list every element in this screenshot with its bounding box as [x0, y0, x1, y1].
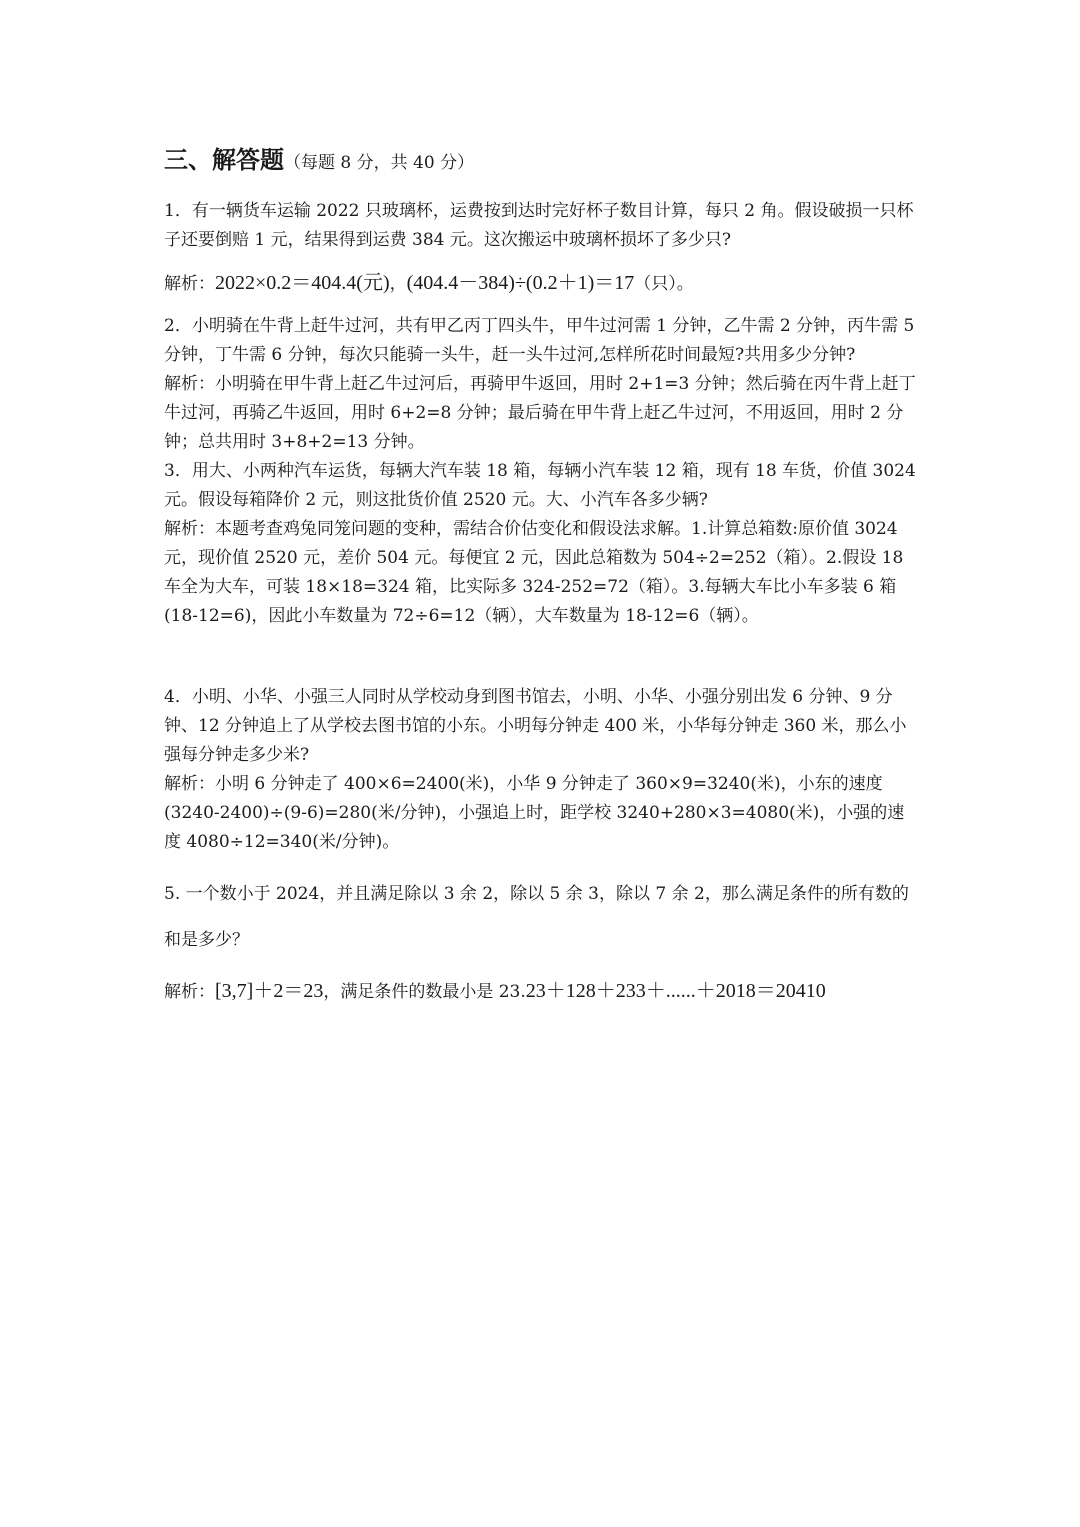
answer-2: 解析：小明骑在甲牛背上赶乙牛过河后，再骑甲牛返回，用时 2+1=3 分钟；然后骑在丙牛背上赶丁牛过河，再骑乙牛返回，用时 6+2=8 分钟；最后骑在甲牛背上赶乙牛过河，不用返回，用时 2 分钟；总共用时 3+8+2=13 分钟。 [164, 374, 916, 452]
answer-1-separator: ， [389, 274, 407, 294]
answer-4: 解析：小明 6 分钟走了 400×6=2400(米)，小华 9 分钟走了 360×9=3240(米)，小东的速度(3240-2400)÷(9-6)=280(米/分钟)，小强追上时，距学校 3240+280×3=4080(米)，小强的速度 4080÷12=340(米/分钟)。 [164, 774, 905, 852]
question-1: 1．有一辆货车运输 2022 只玻璃杯，运费按到达时完好杯子数目计算，每只 2 角。假设破损一只杯子还要倒赔 1 元，结果得到运费 384 元。这次搬运中玻璃杯损坏了多少只? [164, 201, 914, 250]
question-3: 3．用大、小两种汽车运货，每辆大汽车装 18 箱，每辆小汽车装 12 箱，现有 18 车货，价值 3024 元。假设每箱降价 2 元，则这批货价值 2520 元。大、小汽车各多少辆? [164, 461, 916, 510]
answer-5-label: 解析： [164, 982, 215, 1002]
answer-5-middle: ，满足条件的数最小是 23. [323, 982, 526, 1002]
answer-1-label: 解析： [164, 274, 215, 294]
question-2: 2．小明骑在牛背上赶牛过河，共有甲乙丙丁四头牛，甲牛过河需 1 分钟，乙牛需 2 分钟，丙牛需 5 分钟，丁牛需 6 分钟，每次只能骑一头牛，赶一头牛过河,怎样所花时间最短?共用多少分钟? [164, 316, 915, 365]
question-4: 4．小明、小华、小强三人同时从学校动身到图书馆去，小明、小华、小强分别出发 6 分钟、9 分钟、12 分钟追上了从学校去图书馆的小东。小明每分钟走 400 米，小华每分钟走 360 米，那么小强每分钟走多少米? [164, 687, 907, 765]
section-score-note: （每题 8 分，共 40 分） [284, 153, 475, 173]
question-5: 5. 一个数小于 2024，并且满足除以 3 余 2，除以 5 余 3，除以 7 余 2，那么满足条件的所有数的和是多少？ [164, 884, 909, 950]
answer-1-formula-b: (404.4－384)÷(0.2＋1)＝17 [406, 272, 635, 294]
answer-5-formula-b: 23＋128＋233＋......＋2018＝20410 [525, 980, 826, 1002]
section-heading [164, 140, 920, 183]
section-title: 三、解答题 [164, 145, 284, 174]
answer-5 [164, 975, 920, 1008]
answer-3: 解析：本题考查鸡兔同笼问题的变种，需结合价估变化和假设法求解。1.计算总箱数:原价值 3024 元，现价值 2520 元，差价 504 元。每便宜 2 元，因此总箱数为 504÷2=252（箱）。2.假设 18 车全为大车，可装 18×18=324 箱，比实际多 324-252=72（箱）。3.每辆大车比小车多装 6 箱(18-12=6)，因此小车数量为 72÷6=12（辆），大车数量为 18-12=6（辆）。 [164, 519, 904, 626]
answer-1 [164, 267, 920, 300]
answer-5-formula-a: [3,7]＋2＝23 [215, 980, 324, 1002]
answer-1-formula-a: 2022×0.2＝404.4(元) [215, 272, 390, 294]
exam-page [164, 140, 920, 1008]
answer-1-tail: （只）。 [634, 274, 694, 294]
